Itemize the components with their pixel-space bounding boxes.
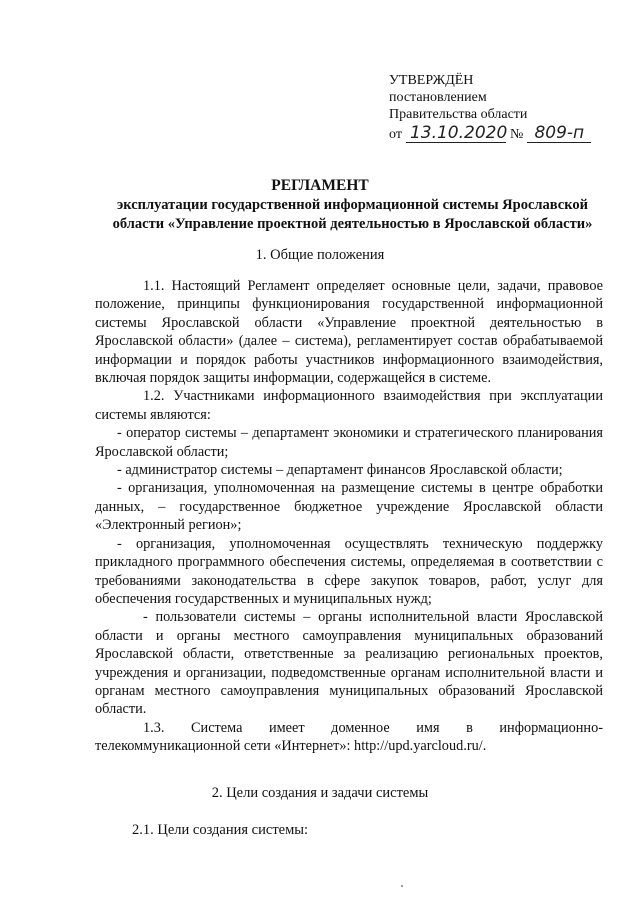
approval-line-2: Правительства области [389, 107, 528, 122]
subpoint-2-1: 2.1. Цели создания системы: [132, 822, 309, 838]
participant-administrator: - администратор системы – департамент финансов Ярославской области; [117, 462, 563, 479]
section-2-heading: 2. Цели создания и задачи системы [211, 785, 429, 801]
participant-support-org: - организация, уполномоченная осуществлять техническую поддержку прикладного программного обеспечения системы, определяемая в соответствии с требованиями законодательства в сфере закупок товаров, работ, услуг для обеспечения государственных и муниципальных нужд; [95, 535, 603, 607]
approval-stamp [389, 72, 619, 143]
section-1-heading: 1. Общие положения [255, 247, 385, 263]
section-1-body [95, 277, 603, 756]
document-subtitle: эксплуатации государственной информационной системы Ярославской области «Управление проектной деятельностью в Ярославской области» [112, 197, 593, 232]
participant-operator: - оператор системы – департамент экономики и стратегического планирования Ярославской области; [95, 425, 603, 460]
approval-number-sign: № [509, 127, 524, 142]
approval-line-1: постановлением [389, 90, 487, 105]
participant-hosting-org: - организация, уполномоченная на размещение системы в центре обработки данных, – государственное бюджетное учреждение Ярославской области «Электронный регион»; [95, 480, 603, 534]
approval-title: УТВЕРЖДЁН [389, 73, 474, 88]
paragraph-1-2: 1.2. Участниками информационного взаимодействия при эксплуатации системы являются: [95, 388, 603, 423]
approval-number: 809-п [527, 124, 591, 143]
approval-date: 13.10.2020 [406, 124, 506, 143]
document-title: РЕГЛАМЕНТ [271, 177, 369, 194]
approval-from-prefix: от [389, 127, 402, 142]
paragraph-1-1: 1.1. Настоящий Регламент определяет основные цели, задачи, правовое положение, принципы функционирования государственной информационной системы Ярославской области «Управление проектной деятельностью в Ярославской области» (далее – система), регламентирует состав обрабатываемой информации и порядок работы участников информационного взаимодействия, включая порядок защиты информации, содержащейся в системе. [95, 278, 603, 387]
participant-users: - пользователи системы – органы исполнительной власти Ярославской области и органы местного самоуправления муниципальных образований Ярославской области, ответственные за реализацию региональных проектов, учреждения и организации, подведомственные органам исполнительной власти и органам местного самоуправления муниципальных образований Ярославской области. [95, 609, 603, 718]
scan-speck [401, 885, 403, 887]
approval-date-number [389, 124, 619, 143]
paragraph-1-3: 1.3. Система имеет доменное имя в информационно-телекоммуникационной сети «Интернет»: http://upd.yarcloud.ru/. [95, 719, 603, 755]
